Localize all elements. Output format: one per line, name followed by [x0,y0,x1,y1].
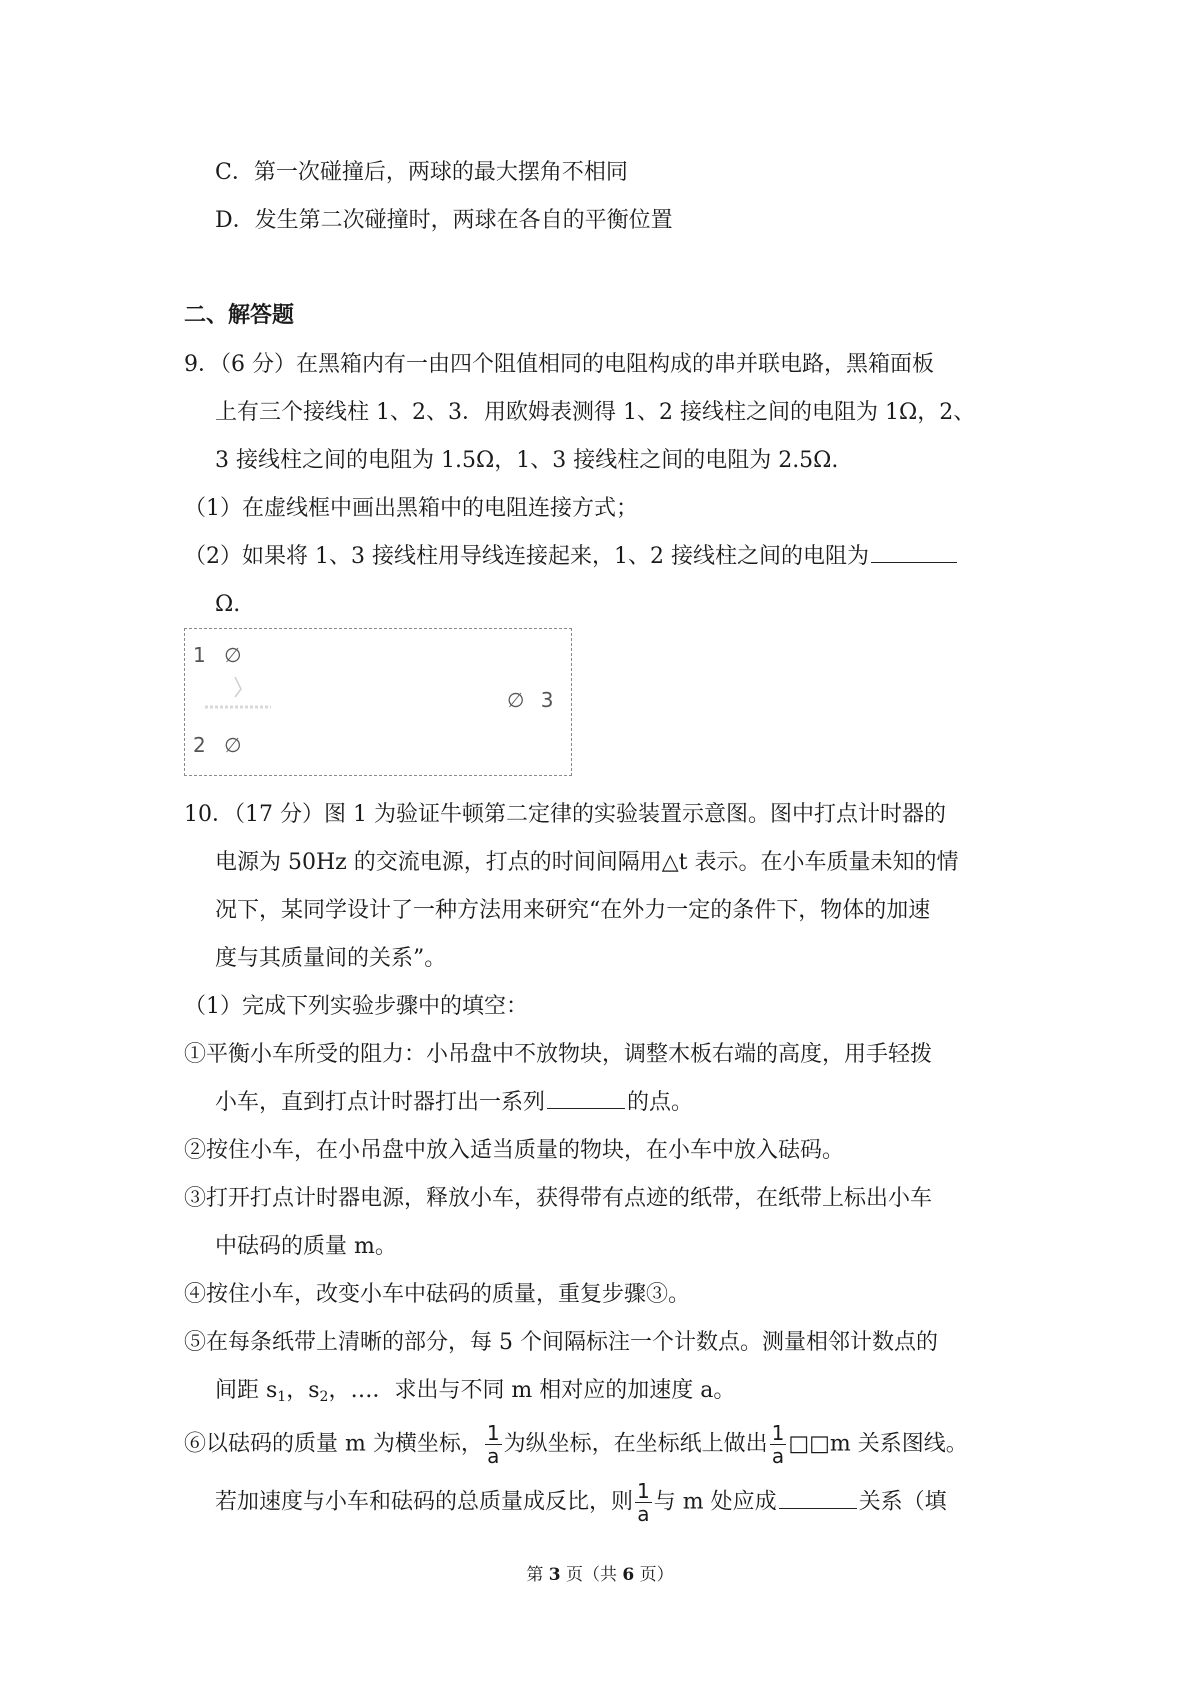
q10-sub-1: （1）完成下列实验步骤中的填空： [184,994,528,1019]
step-5-text: ，…．求出与不同 m 相对应的加速度 a。 [328,1378,736,1403]
terminal-1-symbol: ∅ [224,643,242,667]
step-6-text: 与 m 处应成 [653,1489,777,1515]
option-c: C．第一次碰撞后，两球的最大摆角不相同 [215,160,628,185]
fraction-numerator: 1 [637,1479,650,1503]
q10-line-2: 电源为 50Hz 的交流电源，打点的时间间隔用△t 表示。在小车质量未知的情 [215,850,959,875]
step-1-line-a: ①平衡小车所受的阻力：小吊盘中不放物块，调整木板右端的高度，用手轻拨 [184,1042,933,1067]
terminal-1 [193,643,242,667]
step-1-text: 小车，直到打点计时器打出一系列 [215,1090,546,1115]
step-6-line-b [215,1480,947,1525]
step-5-text: ，s [286,1378,320,1403]
faint-sketch-marks [201,671,281,741]
terminal-3 [507,688,554,712]
q9-sub-2 [184,542,959,572]
step-6-text: 关系（填 [858,1489,947,1515]
q9-line-2: 上有三个接线柱 1、2、3．用欧姆表测得 1、2 接线柱之间的电阻为 1Ω，2、 [215,400,976,425]
subscript: 1 [277,1389,287,1405]
q9-line-3: 3 接线柱之间的电阻为 1.5Ω，1、3 接线柱之间的电阻为 2.5Ω. [215,448,839,473]
fraction-one-over-a [770,1422,787,1467]
fraction-denominator: a [487,1444,500,1468]
q9-line-1: 9．（6 分）在黑箱内有一由四个阻值相同的电阻构成的串并联电路，黑箱面板 [184,352,934,377]
terminal-3-symbol: ∅ [507,688,525,712]
step-6-line-a [184,1422,968,1467]
step-6-text: 为纵坐标，在坐标纸上做出 [503,1431,768,1457]
q10-line-4: 度与其质量间的关系”。 [215,946,447,971]
fraction-one-over-a [485,1422,502,1467]
step-5-text: 间距 s [215,1378,278,1403]
q10-line-3: 况下，某同学设计了一种方法用来研究“在外力一定的条件下，物体的加速 [215,898,931,923]
q10-line-1: 10．（17 分）图 1 为验证牛顿第二定律的实验装置示意图。图中打点计时器的 [184,802,946,827]
step-1-line-b [215,1088,693,1118]
step-5-line-b [215,1376,735,1412]
step-3-line-b: 中砝码的质量 m。 [215,1234,397,1259]
q9-sub-2-unit: Ω. [215,592,241,617]
fraction-denominator: a [771,1444,785,1468]
page-number: 3 [548,1565,561,1585]
step-5-line-a: ⑤在每条纸带上清晰的部分，每 5 个间隔标注一个计数点。测量相邻计数点的 [184,1330,938,1355]
q9-sub-1: （1）在虚线框中画出黑箱中的电阻连接方式； [184,496,638,521]
footer-text: 第 [526,1565,544,1585]
total-pages: 6 [622,1565,635,1585]
step-6-text: □□m 关系图线。 [788,1431,968,1457]
fraction-denominator: a [637,1502,650,1526]
answer-blank[interactable] [547,1088,625,1109]
fraction-numerator: 1 [771,1421,785,1445]
step-4: ④按住小车，改变小车中砝码的质量，重复步骤③。 [184,1282,691,1307]
step-3-line-a: ③打开打点计时器电源，释放小车，获得带有点迹的纸带，在纸带上标出小车 [184,1186,933,1211]
option-d: D．发生第二次碰撞时，两球在各自的平衡位置 [215,208,673,233]
step-1-tail: 的点。 [627,1090,694,1115]
page-footer [0,1560,1200,1585]
terminal-2-symbol: ∅ [224,733,242,757]
q9-sub-2-text: （2）如果将 1、3 接线柱用导线连接起来，1、2 接线柱之间的电阻为 [184,544,869,569]
terminal-1-label: 1 [193,643,206,667]
fraction-numerator: 1 [486,1421,500,1445]
answer-blank[interactable] [779,1488,857,1509]
fraction-one-over-a [635,1480,652,1525]
step-6-text: 若加速度与小车和砝码的总质量成反比，则 [215,1489,634,1515]
step-2: ②按住小车，在小吊盘中放入适当质量的物块，在小车中放入砝码。 [184,1138,845,1163]
terminal-3-label: 3 [540,688,554,712]
subscript: 2 [319,1389,329,1405]
black-box-dashed-frame [184,628,572,776]
footer-text: 页（共 [566,1565,617,1585]
footer-text: 页） [639,1565,674,1585]
section-title: 二、解答题 [184,302,295,328]
answer-blank[interactable] [871,542,957,563]
terminal-2-label: 2 [193,733,206,757]
step-6-text: ⑥以砝码的质量 m 为横坐标， [184,1431,483,1457]
